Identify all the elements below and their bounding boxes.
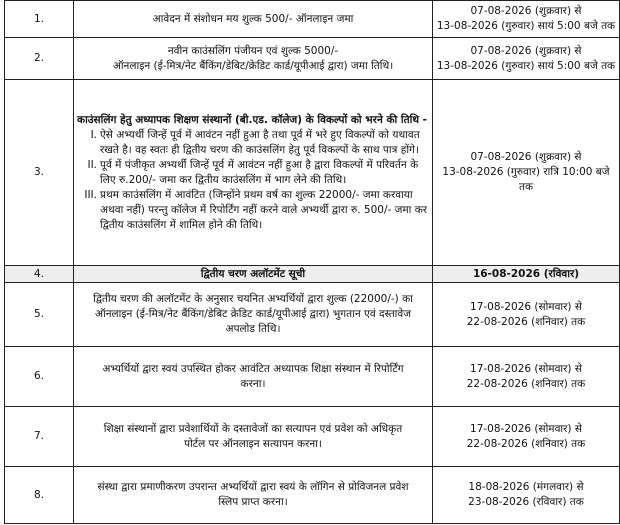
row-description bbox=[74, 467, 433, 524]
row-date bbox=[433, 80, 620, 266]
table-row bbox=[5, 266, 620, 283]
row-number: 3. bbox=[5, 80, 74, 266]
row-number: 2. bbox=[5, 38, 74, 80]
description-line: अपलोड तिथि। bbox=[225, 323, 281, 335]
date-line: 23-08-2026 (रविवार) तक bbox=[468, 496, 584, 508]
date-line: 13-08-2026 (गुरुवार) सायं 5:00 बजे तक bbox=[436, 59, 616, 72]
description-line: द्वितीय चरण अलॉटमेंट सूची bbox=[200, 267, 306, 280]
date-line: 17-08-2026 (सोमवार) से bbox=[470, 422, 582, 435]
description-line: स्लिप प्राप्त करना। bbox=[218, 496, 288, 508]
description-line: ऑनलाइन (ई-मित्र/नेट बैंकिंग/डेबिट/क्रेडिट कार्ड/यूपीआई द्वारा) जमा तिथि। bbox=[112, 59, 394, 72]
date-line: 22-08-2026 (शनिवार) तक bbox=[466, 315, 586, 328]
row-number: 6. bbox=[5, 347, 74, 407]
description-line: अभ्यर्थियों द्वारा स्वयं उपस्थित होकर आवंटित अध्यापक शिक्षा संस्थान में रिपोर्टिंग bbox=[102, 362, 404, 375]
table-row bbox=[5, 38, 620, 80]
row-number: 8. bbox=[5, 467, 74, 524]
row-number: 4. bbox=[5, 266, 74, 283]
table-row bbox=[5, 80, 620, 266]
list-item bbox=[77, 128, 429, 158]
date-line: 18-08-2026 (मंगलवार) से bbox=[468, 481, 584, 493]
list-item-number: III. bbox=[84, 188, 97, 201]
list-item-number: II. bbox=[87, 158, 97, 171]
list-item-text: ऐसे अभ्यर्थी जिन्हें पूर्व में आवंटन नहीं हुआ है तथा पूर्व में भरे हुए विकल्पों को यथावत रखते है। वह स्वतः ही द्वितीय चरण की काउंसलिंग हेतु पूर्व विकल्पों के साथ पात्र होंगे। bbox=[100, 128, 420, 156]
description-line: ऑनलाइन (ई-मित्र/नेट बैंकिंग/डेबिट क्रेडिट कार्ड/यूपीआई द्वारा) भुगतान एवं दस्तावेज bbox=[94, 308, 412, 320]
description-line: नवीन काउंसलिंग पंजीयन एवं शुल्क 5000/- bbox=[167, 44, 339, 57]
description-line: शिक्षा संस्थानों द्वारा प्रवेशार्थियों के दस्तावेजों का सत्यापन एवं प्रवेश को अधिकृत bbox=[103, 422, 403, 435]
date-line: 13-08-2026 (गुरुवार) रात्रि 10:00 बजे तक bbox=[442, 166, 610, 193]
list-item bbox=[77, 158, 429, 188]
table-row bbox=[5, 467, 620, 524]
row-description bbox=[74, 407, 433, 467]
date-line: 07-08-2026 (शुक्रवार) से bbox=[470, 5, 582, 17]
date-line: 07-08-2026 (शुक्रवार) से bbox=[470, 151, 582, 163]
description-line: संस्था द्वारा प्रमाणीकरण उपरान्त अभ्यर्थियों द्वारा स्वयं के लॉगिन से प्रोविजनल प्रवेश bbox=[97, 481, 409, 493]
row-description bbox=[74, 80, 433, 266]
row-date bbox=[433, 283, 620, 347]
date-line: 17-08-2026 (सोमवार) से bbox=[470, 300, 582, 313]
date-line: 13-08-2026 (गुरुवार) सायं 5:00 बजे तक bbox=[436, 20, 616, 32]
schedule-table bbox=[4, 0, 620, 524]
row-description bbox=[74, 1, 433, 38]
description-line: आवेदन में संशोधन मय शुल्क 500/- ऑनलाइन जमा bbox=[152, 12, 354, 25]
row-date bbox=[433, 266, 620, 283]
date-line: 17-08-2026 (सोमवार) से bbox=[470, 362, 582, 375]
description-line: करना। bbox=[240, 377, 266, 390]
row-date bbox=[433, 1, 620, 38]
list-item-text: प्रथम काउंसलिंग में आवंटित (जिन्होंने प्रथम वर्ष का शुल्क 22000/- जमा करवाया अथवा नहीं) परन्तु कॉलेज में रिपोर्टिंग नहीं करने वाले अभ्यर्थी द्वारा रु. 500/- जमा कर द्वितीय काउंसलिंग में शामिल होने की तिथि। bbox=[100, 188, 428, 231]
table-row bbox=[5, 1, 620, 38]
date-line: 22-08-2026 (शनिवार) तक bbox=[466, 377, 586, 390]
description-line: द्वितीय चरण की अलॉटमेंट के अनुसार चयनित अभ्यर्थियों द्वारा शुल्क (22000/-) का bbox=[93, 293, 413, 305]
list-item bbox=[77, 188, 429, 233]
list-item-number: I. bbox=[90, 128, 97, 141]
row-description bbox=[74, 38, 433, 80]
row-description bbox=[74, 283, 433, 347]
row-number: 7. bbox=[5, 407, 74, 467]
row-description bbox=[74, 347, 433, 407]
section-heading: काउंसलिंग हेतु अध्यापक शिक्षण संस्थानों (बी.एड. कॉलेज) के विकल्पों को भरने की तिथि - bbox=[77, 113, 428, 126]
row-number: 1. bbox=[5, 1, 74, 38]
row-date bbox=[433, 407, 620, 467]
row-date bbox=[433, 467, 620, 524]
table-row bbox=[5, 347, 620, 407]
row-date bbox=[433, 38, 620, 80]
table-row bbox=[5, 283, 620, 347]
table-row bbox=[5, 407, 620, 467]
date-line: 22-08-2026 (शनिवार) तक bbox=[466, 437, 586, 450]
row-number: 5. bbox=[5, 283, 74, 347]
description-line: पोर्टल पर ऑनलाइन सत्यापन करना। bbox=[184, 437, 322, 450]
row-date bbox=[433, 347, 620, 407]
list-item-text: पूर्व में पंजीकृत अभ्यर्थी जिन्हें पूर्व में आवंटन नहीं हुआ है द्वारा विकल्पों में परिवर्तन के लिए रु.200/- जमा कर द्वितीय काउंसलिंग में भाग लेने की तिथि। bbox=[100, 158, 419, 186]
date-line: 16-08-2026 (रविवार) bbox=[472, 267, 580, 280]
date-line: 07-08-2026 (शुक्रवार) से bbox=[470, 44, 582, 57]
row-description bbox=[74, 266, 433, 283]
